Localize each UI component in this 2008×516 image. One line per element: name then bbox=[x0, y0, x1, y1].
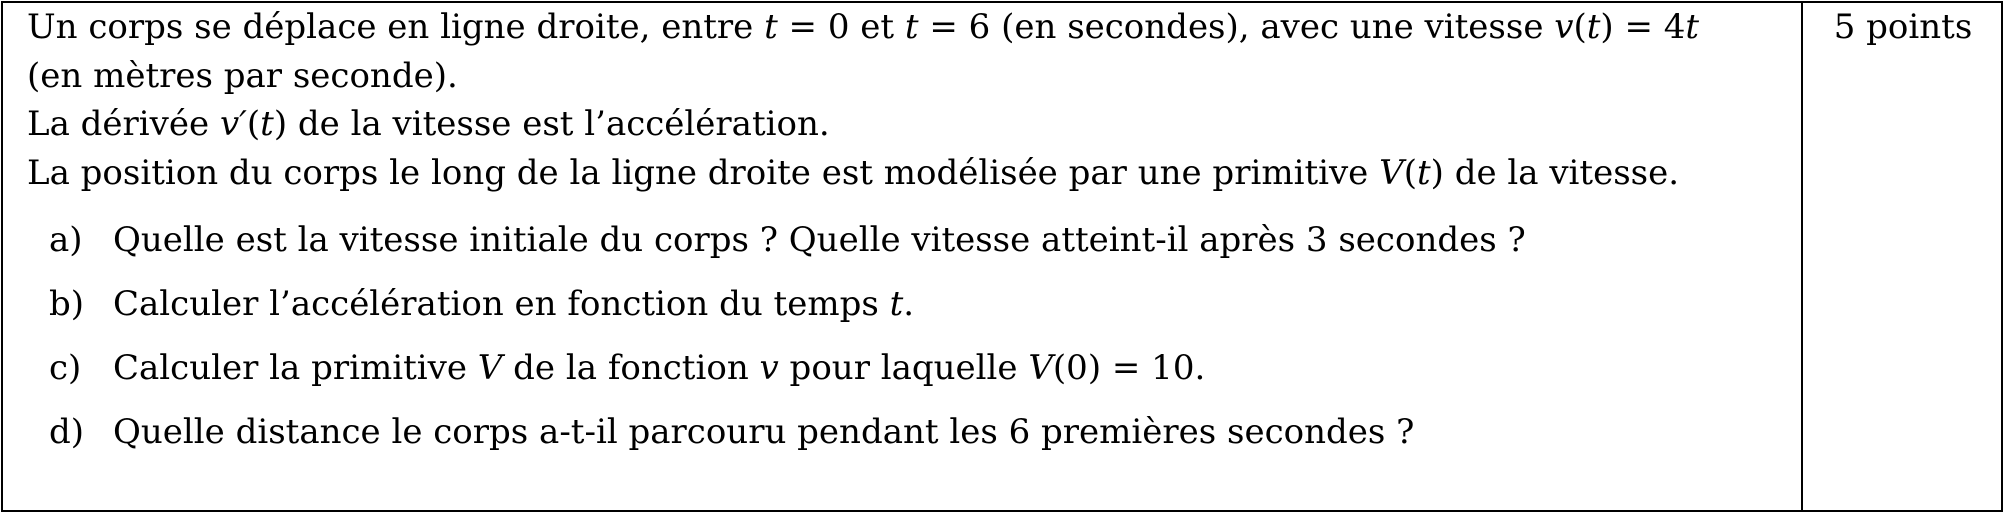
exercise-box bbox=[1, 1, 2003, 512]
exercise-statement bbox=[27, 3, 1792, 510]
question-label: b) bbox=[49, 284, 85, 324]
intro-line-1: Un corps se déplace en ligne droite, entre t = 0 et t = 6 (en secondes), avec une vitesse v(t) = 4t bbox=[27, 7, 1700, 47]
intro-line-2: (en mètres par seconde). bbox=[27, 55, 458, 96]
intro-line-3: La dérivée v′(t) de la vitesse est l’accélération. bbox=[27, 104, 830, 144]
intro-line-4: La position du corps le long de la ligne droite est modélisée par une primitive V(t) de la vitesse. bbox=[27, 152, 1680, 193]
column-divider bbox=[1801, 3, 1803, 510]
question-text: Quelle est la vitesse initiale du corps ? Quelle vitesse atteint-il après 3 secondes ? bbox=[113, 220, 1526, 260]
question-label: a) bbox=[49, 220, 83, 260]
question-label: d) bbox=[49, 412, 85, 452]
question-label: c) bbox=[49, 348, 82, 388]
question-b bbox=[27, 272, 1792, 336]
question-d bbox=[27, 400, 1792, 464]
question-text: Calculer la primitive V de la fonction v pour laquelle V(0) = 10. bbox=[113, 348, 1206, 388]
question-text: Quelle distance le corps a-t-il parcouru pendant les 6 premières secondes ? bbox=[113, 412, 1415, 452]
question-c bbox=[27, 336, 1792, 400]
question-list bbox=[27, 208, 1792, 464]
question-text: Calculer l’accélération en fonction du temps t. bbox=[113, 284, 915, 324]
points-badge: 5 points bbox=[1833, 7, 1973, 47]
question-a bbox=[27, 208, 1792, 272]
